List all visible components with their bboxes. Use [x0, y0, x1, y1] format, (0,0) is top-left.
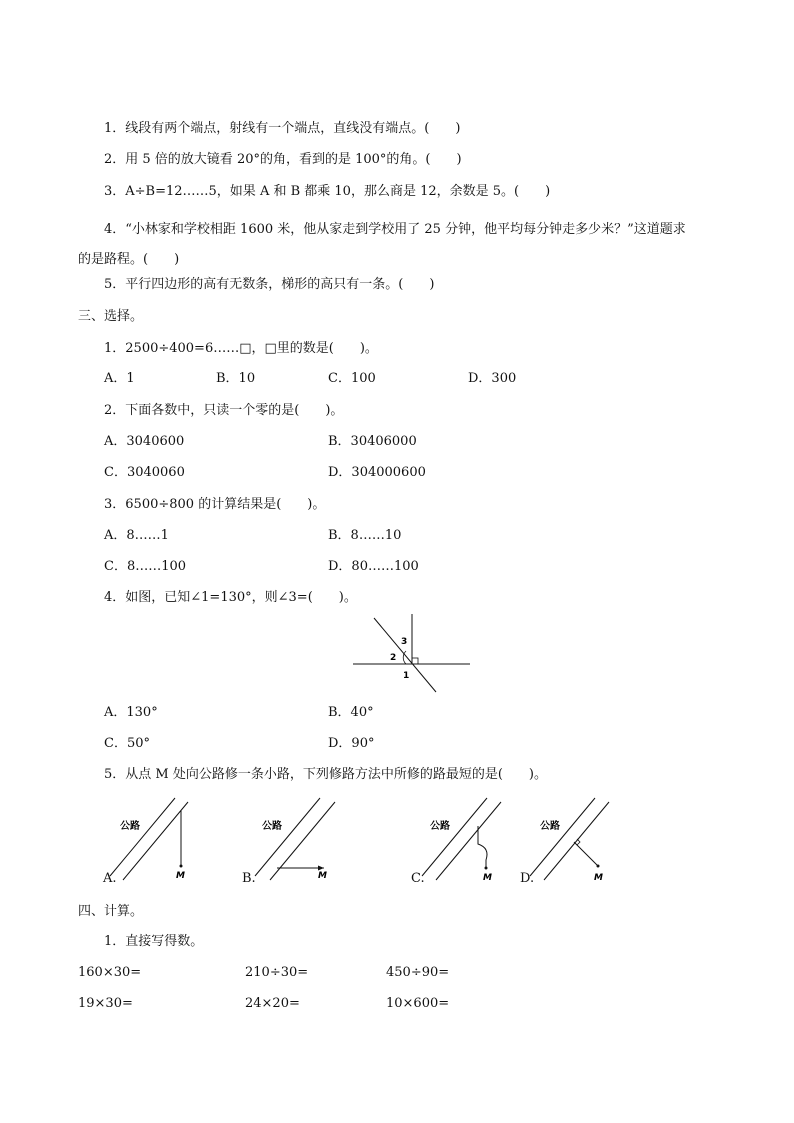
q2-option-a: A．3040600: [104, 434, 185, 449]
q5-option-c: C.: [411, 871, 425, 886]
point-m-label: M: [594, 873, 603, 883]
calc-item: 160×30=: [78, 965, 142, 980]
q5-option-d: D.: [520, 871, 535, 886]
judge-item-3: 3．A÷B=12……5，如果 A 和 B 都乘 10，那么商是 12，余数是 5。( ): [104, 184, 551, 199]
q1-option-b: B．10: [216, 371, 256, 386]
q2-stem: 2．下面各数中，只读一个零的是( )。: [104, 403, 344, 418]
road-figure-b: [240, 796, 350, 888]
q1-option-c: C．100: [328, 371, 376, 386]
q5-option-b: B.: [242, 871, 256, 886]
q3-option-c: C．8……100: [104, 559, 187, 574]
q5-stem: 5．从点 M 处向公路修一条小路，下列修路方法中所修的路最短的是( )。: [104, 767, 547, 782]
judge-item-5: 5．平行四边形的高有无数条，梯形的高只有一条。( ): [104, 277, 435, 292]
q3-option-b: B．8……10: [328, 528, 402, 543]
judge-item-1: 1．线段有两个端点，射线有一个端点，直线没有端点。( ): [104, 121, 461, 136]
right-angle-mark: [412, 658, 418, 664]
perpendicular-mark-d: [577, 839, 580, 845]
q2-option-b: B．30406000: [328, 434, 417, 449]
point-m-label: M: [483, 873, 492, 883]
road-figure-c: [410, 796, 520, 888]
angle-label-2: 2: [390, 653, 397, 663]
q1-option-a: A．1: [104, 371, 135, 386]
angle-label-3: 3: [401, 637, 408, 647]
point-m-label: M: [318, 871, 327, 881]
calc-sub1: 1．直接写得数。: [104, 934, 204, 949]
angle-label-1: 1: [403, 671, 410, 681]
q3-option-a: A．8……1: [104, 528, 169, 543]
q4-stem: 4．如图，已知∠1=130°，则∠3=( )。: [104, 590, 357, 605]
point-m-label: M: [176, 871, 185, 881]
path-d: [574, 842, 598, 866]
section-title-choice: 三、选择。: [78, 309, 144, 324]
q1-option-d: D．300: [468, 371, 517, 386]
judge-item-2: 2．用 5 倍的放大镜看 20°的角，看到的是 100°的角。( ): [104, 152, 462, 167]
road-label: 公路: [540, 821, 560, 832]
q3-stem: 3．6500÷800 的计算结果是( )。: [104, 497, 326, 512]
q4-option-b: B．40°: [328, 705, 374, 720]
section-title-calculation: 四、计算。: [78, 904, 144, 919]
judge-item-4: 4．“小林家和学校相距 1600 米，他从家走到学校用了 25 分钟，他平均每分钟走多少米？”这道题求的是路程。( ): [78, 222, 686, 267]
q2-option-d: D．304000600: [328, 465, 426, 480]
calc-item: 24×20=: [245, 996, 300, 1011]
calc-item: 450÷90=: [386, 965, 450, 980]
q5-option-a: A.: [103, 871, 117, 886]
q4-option-c: C．50°: [104, 736, 150, 751]
road-label: 公路: [262, 821, 282, 832]
q4-option-a: A．130°: [104, 705, 158, 720]
q1-stem: 1．2500÷400=6……□，□里的数是( )。: [104, 341, 378, 356]
road-figure-d: [518, 796, 628, 888]
angle-figure: [350, 614, 480, 700]
q4-option-d: D．90°: [328, 736, 375, 751]
calc-item: 19×30=: [78, 996, 133, 1011]
road-label: 公路: [120, 821, 140, 832]
path-c: [478, 826, 487, 868]
q2-option-c: C．3040060: [104, 465, 185, 480]
calc-item: 210÷30=: [245, 965, 309, 980]
calc-item: 10×600=: [386, 996, 450, 1011]
q3-option-d: D．80……100: [328, 559, 419, 574]
road-label: 公路: [430, 821, 450, 832]
